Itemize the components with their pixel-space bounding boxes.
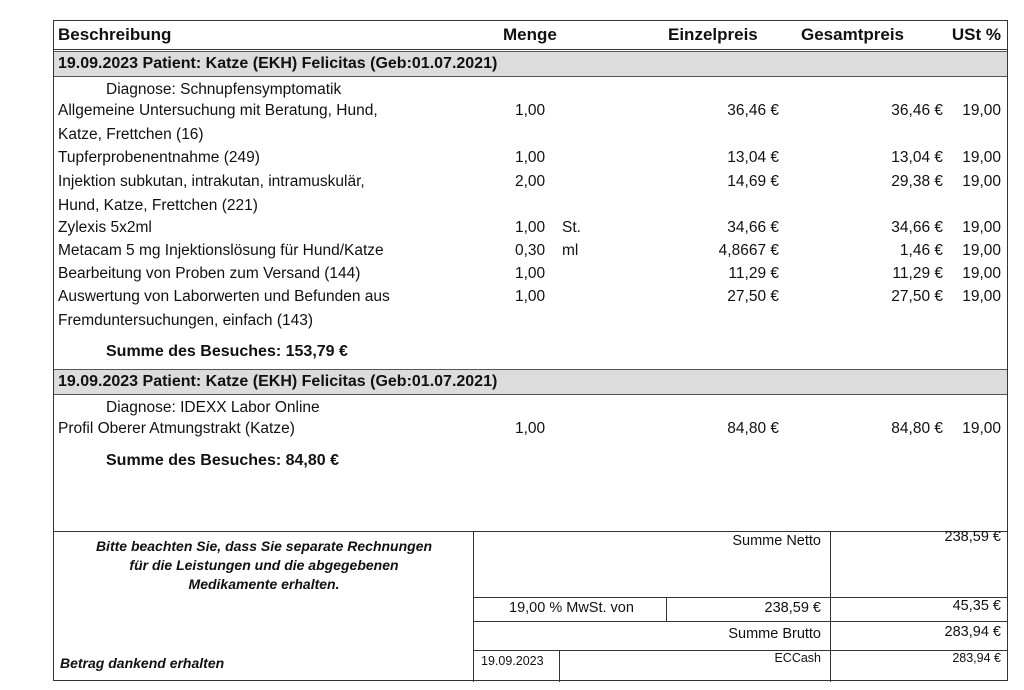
totals-divider <box>473 621 1007 622</box>
gross-total-label: Summe Brutto <box>728 626 821 642</box>
line-item <box>54 265 1007 287</box>
item-quantity: 0,30 <box>515 242 546 259</box>
line-item <box>54 242 1007 264</box>
item-description: Fremduntersuchungen, einfach (143) <box>58 312 314 329</box>
item-quantity: 1,00 <box>515 288 546 305</box>
item-description: Zylexis 5x2ml <box>58 219 152 236</box>
item-unit: St. <box>562 219 581 236</box>
totals-divider-vertical <box>473 531 474 682</box>
item-quantity: 2,00 <box>515 173 546 190</box>
payment-method: ECCash <box>774 651 821 665</box>
diagnosis: Diagnose: IDEXX Labor Online <box>106 399 320 416</box>
header-divider <box>54 49 1007 50</box>
item-total: 29,38 € <box>891 173 943 190</box>
item-unit-price: 13,04 € <box>727 149 779 166</box>
item-quantity: 1,00 <box>515 219 546 236</box>
header-vat: USt % <box>951 25 1001 44</box>
net-total-label: Summe Netto <box>732 533 821 549</box>
line-item <box>54 420 1007 442</box>
item-unit: ml <box>562 242 579 259</box>
item-total: 84,80 € <box>891 420 943 437</box>
item-vat: 19,00 <box>962 288 1001 305</box>
item-quantity: 1,00 <box>515 149 546 166</box>
item-unit-price: 27,50 € <box>727 288 779 305</box>
totals-divider-vertical <box>559 650 560 682</box>
header-unit-price: Einzelpreis <box>668 25 758 44</box>
item-quantity: 1,00 <box>515 265 546 282</box>
header-total-price: Gesamtpreis <box>801 25 904 44</box>
item-vat: 19,00 <box>962 265 1001 282</box>
totals-divider <box>473 597 1007 598</box>
payment-received-note: Betrag dankend erhalten <box>60 655 225 671</box>
payment-date: 19.09.2023 <box>481 654 544 668</box>
item-total: 27,50 € <box>891 288 943 305</box>
header-description: Beschreibung <box>58 25 172 44</box>
item-total: 11,29 € <box>892 265 943 282</box>
line-item <box>54 173 1007 195</box>
diagnosis-row <box>54 399 1007 421</box>
visit-band <box>54 369 1007 395</box>
visit-title: 19.09.2023 Patient: Katze (EKH) Felicitas (Geb:01.07.2021) <box>58 373 498 390</box>
payment-value: 283,94 € <box>952 651 1001 665</box>
item-unit-price: 14,69 € <box>727 173 779 190</box>
item-vat: 19,00 <box>962 242 1001 259</box>
item-vat: 19,00 <box>962 102 1001 119</box>
item-description: Katze, Frettchen (16) <box>58 126 204 143</box>
item-total: 34,66 € <box>891 219 943 236</box>
line-item-continued <box>54 312 1007 334</box>
item-description: Bearbeitung von Proben zum Versand (144) <box>58 265 361 282</box>
visit-sum: Summe des Besuches: 84,80 € <box>106 452 340 469</box>
item-description: Tupferprobenentnahme (249) <box>58 149 260 166</box>
item-unit-price: 34,66 € <box>727 219 779 236</box>
item-unit-price: 11,29 € <box>728 265 779 282</box>
line-item <box>54 219 1007 241</box>
item-description: Profil Oberer Atmungstrakt (Katze) <box>58 420 295 437</box>
item-description: Hund, Katze, Frettchen (221) <box>58 197 258 214</box>
vat-base: 238,59 € <box>764 600 821 616</box>
line-item <box>54 149 1007 171</box>
vat-label: 19,00 % MwSt. von <box>509 600 634 616</box>
vat-value: 45,35 € <box>952 598 1001 614</box>
invoice-sheet <box>53 20 1008 681</box>
totals-divider <box>473 650 1007 651</box>
totals-divider <box>54 531 1007 532</box>
item-unit-price: 36,46 € <box>727 102 779 119</box>
item-quantity: 1,00 <box>515 420 546 437</box>
item-description: Auswertung von Laborwerten und Befunden aus <box>58 288 390 305</box>
net-total-value: 238,59 € <box>944 529 1001 545</box>
diagnosis-row <box>54 81 1007 103</box>
item-unit-price: 4,8667 € <box>718 242 779 259</box>
line-item <box>54 102 1007 124</box>
item-total: 36,46 € <box>891 102 943 119</box>
item-total: 13,04 € <box>891 149 943 166</box>
visit-sum: Summe des Besuches: 153,79 € <box>106 343 348 360</box>
visit-band <box>54 51 1007 77</box>
line-item-continued <box>54 197 1007 219</box>
item-description: Allgemeine Untersuchung mit Beratung, Hund, <box>58 102 378 119</box>
totals-divider-vertical <box>666 597 667 621</box>
totals-divider-vertical <box>830 531 831 682</box>
visit-title: 19.09.2023 Patient: Katze (EKH) Felicitas (Geb:01.07.2021) <box>58 55 498 72</box>
line-item-continued <box>54 126 1007 148</box>
item-vat: 19,00 <box>962 173 1001 190</box>
item-description: Metacam 5 mg Injektionslösung für Hund/Katze <box>58 242 384 259</box>
gross-total-value: 283,94 € <box>944 624 1001 640</box>
item-description: Injektion subkutan, intrakutan, intramuskulär, <box>58 173 365 190</box>
item-vat: 19,00 <box>962 219 1001 236</box>
item-vat: 19,00 <box>962 420 1001 437</box>
item-vat: 19,00 <box>962 149 1001 166</box>
line-item <box>54 288 1007 310</box>
separate-invoices-note: Bitte beachten Sie, dass Sie separate Rechnungen für die Leistungen und die abgegebenen Medikamente erhalten. <box>95 538 433 592</box>
diagnosis: Diagnose: Schnupfensymptomatik <box>106 81 342 98</box>
item-total: 1,46 € <box>899 242 943 259</box>
item-unit-price: 84,80 € <box>727 420 779 437</box>
item-quantity: 1,00 <box>515 102 546 119</box>
header-quantity: Menge <box>503 25 557 44</box>
